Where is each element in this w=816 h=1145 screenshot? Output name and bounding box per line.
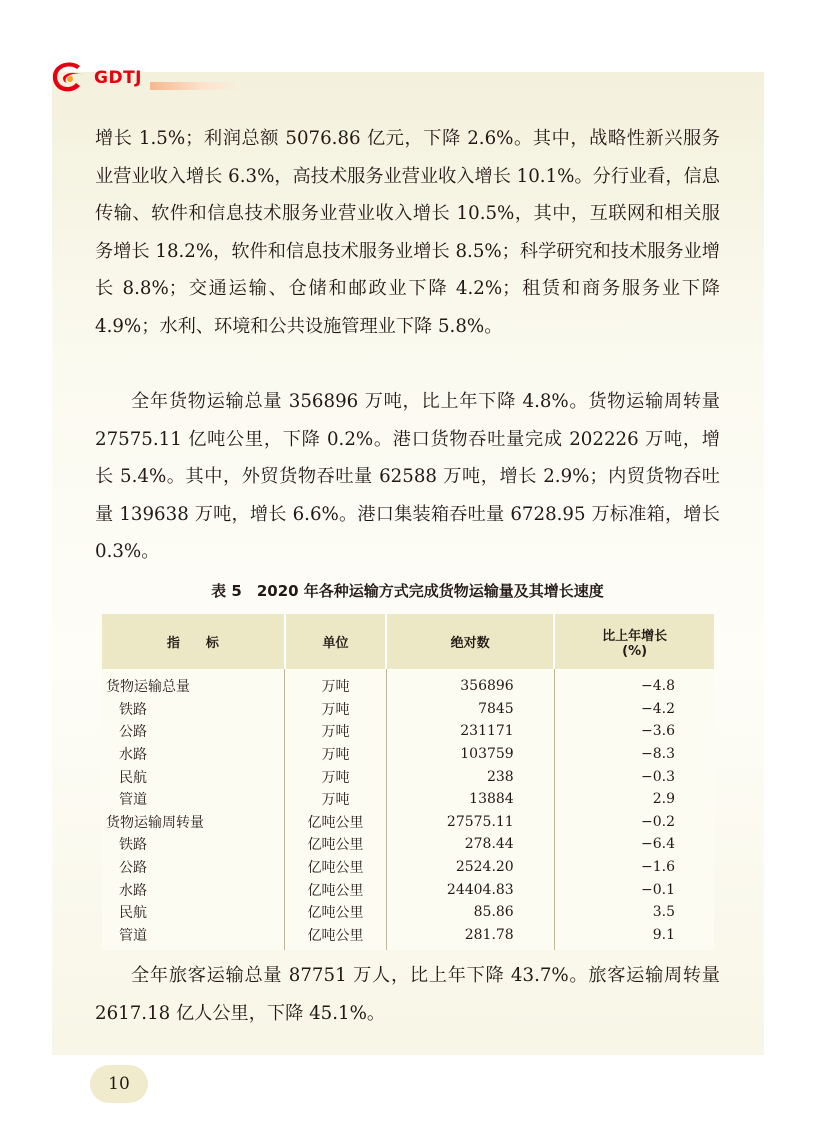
brand-name: GDTJ bbox=[94, 68, 142, 88]
freight-table bbox=[102, 614, 714, 950]
row-name: 管道 bbox=[102, 924, 285, 951]
row-value: 7845 bbox=[386, 698, 554, 721]
header-unit: 单位 bbox=[285, 614, 386, 669]
table-row bbox=[102, 669, 714, 698]
row-unit: 亿吨公里 bbox=[285, 901, 386, 924]
row-unit: 万吨 bbox=[285, 743, 386, 766]
row-growth: −4.2 bbox=[641, 700, 675, 717]
paragraph-services: 增长 1.5%；利润总额 5076.86 亿元，下降 2.6%。其中，战略性新兴服务业营业收入增长 6.3%，高技术服务业营业收入增长 10.1%。分行业看，信息传输、软件和信息技术服务业营业收入增长 10.5%，其中，互联网和相关服务增长 18.2%，软件和信息技术服务业增长 8.5%；科学研究和技术服务业增长 8.8%；交通运输、仓储和邮政业下降 4.2%；租赁和商务服务业下降 4.9%；水利、环境和公共设施管理业下降 5.8%。 bbox=[95, 128, 720, 337]
table-row bbox=[102, 788, 714, 811]
page-number: 10 bbox=[90, 1065, 148, 1103]
row-name: 水路 bbox=[102, 743, 285, 766]
table-row bbox=[102, 743, 714, 766]
row-unit: 亿吨公里 bbox=[285, 833, 386, 856]
row-name: 民航 bbox=[102, 901, 285, 924]
row-unit: 亿吨公里 bbox=[285, 811, 386, 834]
row-value: 281.78 bbox=[386, 924, 554, 951]
row-growth: −0.2 bbox=[641, 813, 675, 830]
row-unit: 万吨 bbox=[285, 698, 386, 721]
header-accent-bar bbox=[150, 82, 240, 90]
row-growth: 2.9 bbox=[652, 791, 675, 808]
row-name: 管道 bbox=[102, 788, 285, 811]
row-name: 公路 bbox=[102, 856, 285, 879]
row-name: 民航 bbox=[102, 765, 285, 788]
row-value: 238 bbox=[386, 765, 554, 788]
row-value: 24404.83 bbox=[386, 878, 554, 901]
table-row bbox=[102, 924, 714, 951]
row-value: 103759 bbox=[386, 743, 554, 766]
row-name: 公路 bbox=[102, 720, 285, 743]
row-growth: 9.1 bbox=[652, 926, 675, 943]
paragraph-passenger: 全年旅客运输总量 87751 万人，比上年下降 43.7%。旅客运输周转量 2617.18 亿人公里，下降 45.1%。 bbox=[95, 965, 720, 1024]
row-growth: −0.3 bbox=[641, 768, 675, 785]
row-unit: 万吨 bbox=[285, 669, 386, 698]
table-title: 表 5 2020 年各种运输方式完成货物运输量及其增长速度 bbox=[211, 582, 604, 600]
table-row bbox=[102, 856, 714, 879]
row-growth: −3.6 bbox=[641, 723, 675, 740]
header-indicator: 指 标 bbox=[102, 614, 285, 669]
row-name: 铁路 bbox=[102, 833, 285, 856]
row-growth: −8.3 bbox=[641, 746, 675, 763]
row-name: 水路 bbox=[102, 878, 285, 901]
row-growth: −4.8 bbox=[641, 678, 675, 695]
row-unit: 亿吨公里 bbox=[285, 856, 386, 879]
row-unit: 万吨 bbox=[285, 788, 386, 811]
row-name: 铁路 bbox=[102, 698, 285, 721]
paragraph-freight: 全年货物运输总量 356896 万吨，比上年下降 4.8%。货物运输周转量 27575.11 亿吨公里，下降 0.2%。港口货物吞吐量完成 202226 万吨，增长 5.4%。其中，外贸货物吞吐量 62588 万吨，增长 2.9%；内贸货物吞吐量 139638 万吨，增长 6.6%。港口集装箱吞吐量 6728.95 万标准箱，增长 0.3%。 bbox=[95, 391, 720, 562]
row-growth: −0.1 bbox=[641, 881, 675, 898]
table-header-row bbox=[102, 614, 714, 669]
row-growth: 3.5 bbox=[652, 904, 675, 921]
row-value: 356896 bbox=[386, 669, 554, 698]
row-growth: −1.6 bbox=[641, 859, 675, 876]
table-row bbox=[102, 811, 714, 834]
row-unit: 亿吨公里 bbox=[285, 878, 386, 901]
row-value: 231171 bbox=[386, 720, 554, 743]
header-growth-line2: (%) bbox=[622, 643, 648, 659]
table-row bbox=[102, 833, 714, 856]
row-unit: 万吨 bbox=[285, 720, 386, 743]
row-unit: 亿吨公里 bbox=[285, 924, 386, 951]
row-value: 2524.20 bbox=[386, 856, 554, 879]
header-growth-line1: 比上年增长 bbox=[602, 628, 668, 644]
table-row bbox=[102, 765, 714, 788]
table-row bbox=[102, 878, 714, 901]
row-value: 278.44 bbox=[386, 833, 554, 856]
table-row bbox=[102, 698, 714, 721]
row-name: 货物运输总量 bbox=[102, 669, 285, 698]
row-value: 85.86 bbox=[386, 901, 554, 924]
table-row bbox=[102, 720, 714, 743]
table-row bbox=[102, 901, 714, 924]
header-absolute: 绝对数 bbox=[386, 614, 554, 669]
header-growth bbox=[554, 614, 714, 669]
row-unit: 万吨 bbox=[285, 765, 386, 788]
row-growth: −6.4 bbox=[641, 836, 675, 853]
row-value: 13884 bbox=[386, 788, 554, 811]
row-name: 货物运输周转量 bbox=[102, 811, 285, 834]
gdtj-logo-icon bbox=[50, 60, 86, 94]
row-value: 27575.11 bbox=[386, 811, 554, 834]
